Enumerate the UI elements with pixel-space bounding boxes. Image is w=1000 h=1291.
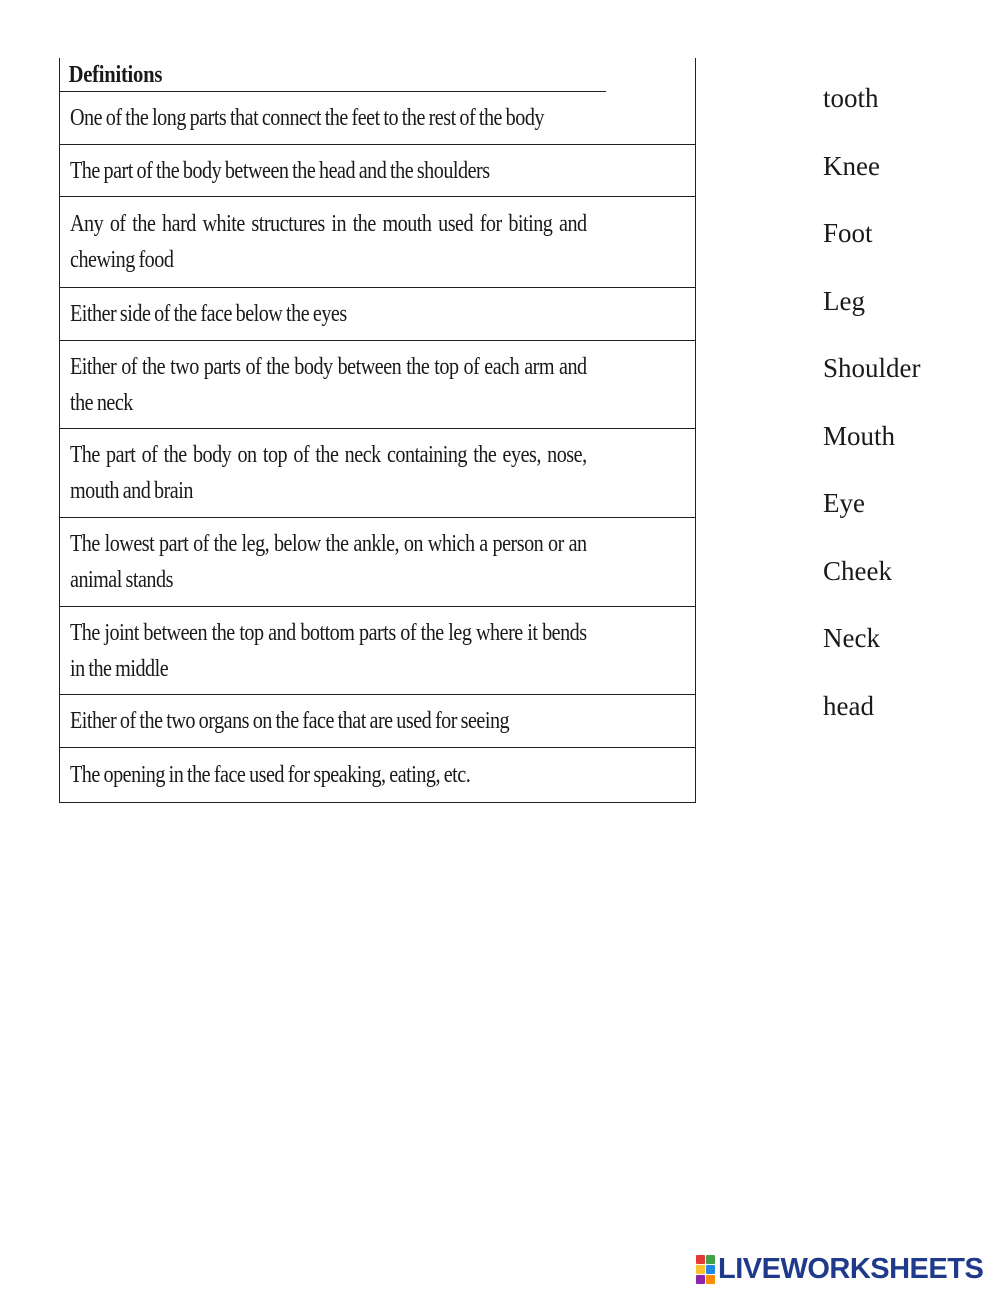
definition-row bbox=[60, 518, 695, 607]
definition-row bbox=[60, 288, 695, 341]
definition-text: The part of the body on top of the neck containing the eyes, nose, mouth and brain bbox=[70, 442, 587, 504]
definition-text: The lowest part of the leg, below the ankle, on which a person or an animal stands bbox=[70, 531, 587, 593]
liveworksheets-logo bbox=[696, 1251, 983, 1287]
liveworksheets-logo-icon bbox=[696, 1255, 715, 1284]
definition-text: The part of the body between the head and the shoulders bbox=[70, 157, 490, 184]
definition-row bbox=[60, 92, 695, 145]
definition-row bbox=[60, 607, 695, 695]
word-eye[interactable]: Eye bbox=[823, 488, 865, 518]
definition-text: Any of the hard white structures in the mouth used for biting and chewing food bbox=[70, 211, 587, 273]
word-neck[interactable]: Neck bbox=[823, 623, 880, 653]
definition-row bbox=[60, 748, 695, 802]
word-knee[interactable]: Knee bbox=[823, 150, 880, 181]
logo-square bbox=[696, 1255, 705, 1264]
definition-text: Either of the two parts of the body between the top of each arm and the neck bbox=[70, 353, 587, 416]
definition-text: Either of the two organs on the face that are used for seeing bbox=[70, 708, 510, 734]
word-mouth[interactable]: Mouth bbox=[823, 420, 896, 451]
definition-row bbox=[60, 197, 695, 288]
definition-text: The opening in the face used for speaking, eating, etc. bbox=[70, 762, 471, 788]
definition-text: One of the long parts that connect the feet to the rest of the body bbox=[70, 105, 544, 131]
word-shoulder[interactable]: Shoulder bbox=[823, 353, 921, 383]
definition-row bbox=[60, 429, 695, 518]
word-foot[interactable]: Foot bbox=[823, 218, 873, 248]
word-bank bbox=[823, 79, 993, 754]
logo-square bbox=[706, 1275, 715, 1284]
word-tooth[interactable]: tooth bbox=[823, 83, 879, 113]
definition-row bbox=[60, 145, 695, 197]
definition-row bbox=[60, 341, 695, 429]
logo-square bbox=[706, 1265, 715, 1274]
logo-square bbox=[706, 1255, 715, 1264]
definitions-table bbox=[59, 58, 696, 803]
logo-square bbox=[696, 1265, 705, 1274]
definition-text: The joint between the top and bottom parts of the leg where it bends in the middle bbox=[70, 619, 587, 682]
definition-text: Either side of the face below the eyes bbox=[70, 301, 347, 327]
word-head[interactable]: head bbox=[823, 690, 874, 721]
definition-row bbox=[60, 695, 695, 748]
definitions-header: Definitions bbox=[60, 58, 606, 92]
logo-square bbox=[696, 1275, 705, 1284]
word-leg[interactable]: Leg bbox=[823, 285, 865, 316]
word-cheek[interactable]: Cheek bbox=[823, 555, 892, 586]
logo-text: LIVEWORKSHEETS bbox=[718, 1252, 984, 1285]
